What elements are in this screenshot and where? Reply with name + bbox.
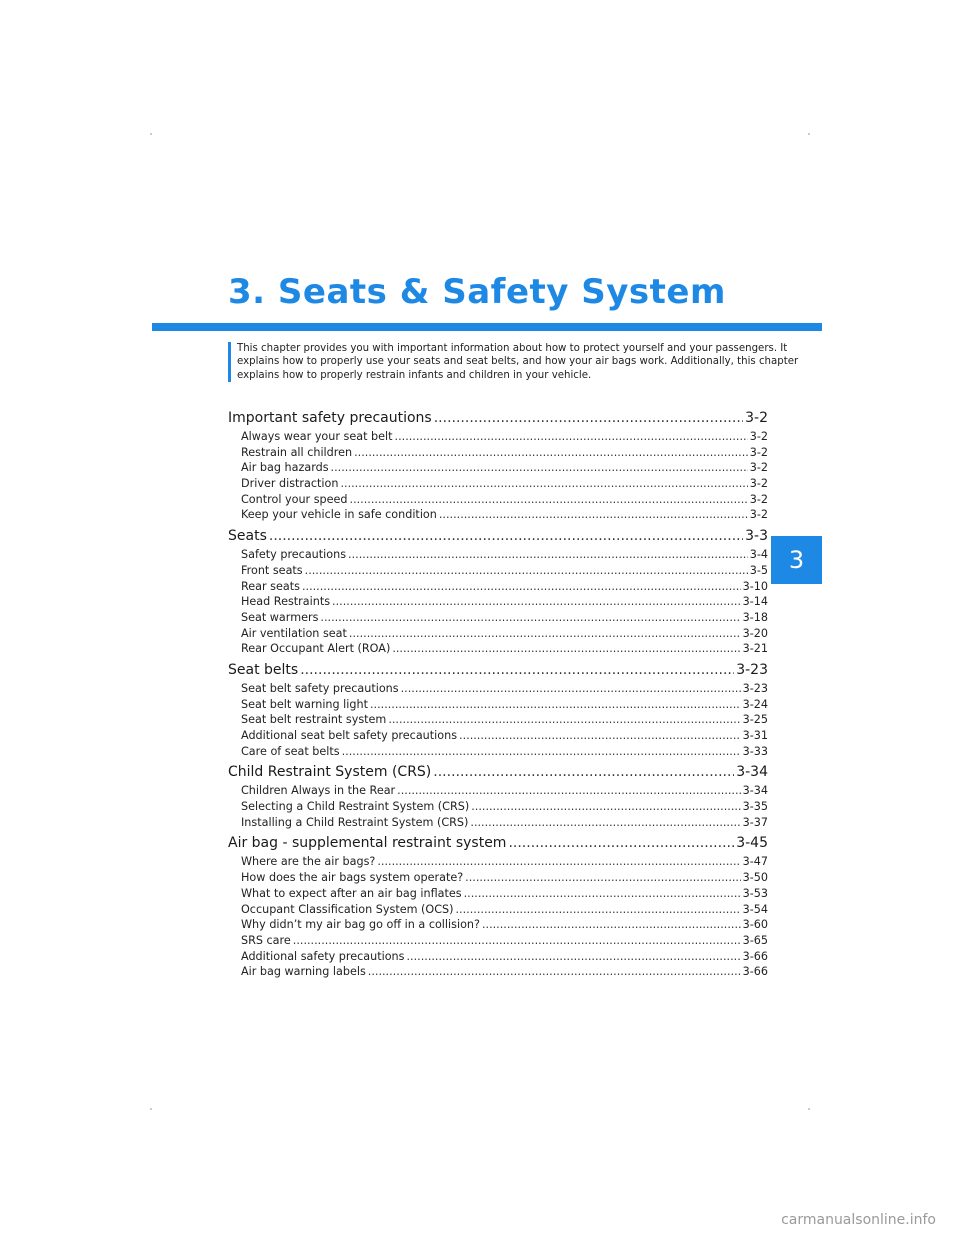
toc-entry-title: Where are the air bags? (241, 855, 376, 869)
toc-entry-sub[interactable] (228, 918, 768, 934)
toc-page-number: 3-18 (742, 610, 768, 624)
toc-section (228, 662, 768, 760)
leader-dots (388, 713, 740, 726)
leader-dots (300, 662, 734, 678)
toc-entry-title: Why didn’t my air bag go off in a collision? (241, 918, 480, 932)
leader-dots (406, 950, 740, 963)
toc-entry-sub[interactable] (228, 477, 768, 493)
toc-page-number: 3-24 (742, 697, 768, 711)
toc-entry-main[interactable] (228, 764, 768, 784)
toc-entry-sub[interactable] (228, 564, 768, 580)
page-title: 3. Seats & Safety System (228, 272, 726, 312)
toc-entry-sub[interactable] (228, 816, 768, 832)
toc-page-number: 3-10 (742, 579, 768, 593)
leader-dots (392, 642, 740, 655)
toc-page-number: 3-47 (742, 855, 768, 869)
toc-page-number: 3-2 (749, 445, 768, 459)
leader-dots (470, 816, 740, 829)
toc-entry-sub[interactable] (228, 713, 768, 729)
toc-entry-title: Seat warmers (241, 610, 319, 624)
toc-section (228, 528, 768, 658)
toc-entry-title: Head Restraints (241, 595, 331, 609)
leader-dots (331, 461, 748, 474)
crop-mark (150, 1108, 152, 1110)
crop-mark (150, 133, 152, 135)
leader-dots (342, 745, 741, 758)
toc-page-number: 3-23 (736, 661, 768, 678)
toc-entry-title: Always wear your seat belt (241, 430, 393, 443)
toc-entry-title: How does the air bags system operate? (241, 871, 464, 885)
toc-page-number: 3-20 (742, 626, 768, 640)
toc-section (228, 835, 768, 981)
leader-dots (320, 611, 740, 624)
toc-page-number: 3-34 (736, 764, 768, 781)
toc-page-number: 3-66 (742, 965, 768, 979)
leader-dots (434, 410, 743, 426)
toc-entry-sub[interactable] (228, 580, 768, 596)
leader-dots (340, 477, 747, 490)
crop-mark (808, 133, 810, 135)
toc-page-number: 3-54 (742, 902, 768, 916)
toc-section (228, 764, 768, 831)
toc-page-number: 3-31 (742, 729, 768, 742)
toc-entry-title: Air bag - supplemental restraint system (228, 835, 507, 852)
toc-entry-main[interactable] (228, 410, 768, 430)
toc-entry-sub[interactable] (228, 871, 768, 887)
toc-entry-main[interactable] (228, 835, 768, 855)
toc-page-number: 3-37 (742, 815, 768, 829)
toc-section (228, 410, 768, 524)
toc-entry-title: Seat belt restraint system (241, 713, 387, 727)
leader-dots (433, 764, 734, 780)
toc-entry-sub[interactable] (228, 595, 768, 611)
toc-entry-title: Occupant Classification System (OCS) (241, 902, 454, 916)
toc-entry-title: Care of seat belts (241, 744, 340, 758)
toc-entry-title: Rear Occupant Alert (ROA) (241, 642, 391, 656)
toc-entry-title: Restrain all children (241, 445, 353, 459)
leader-dots (269, 528, 743, 544)
chapter-tab: 3 (771, 536, 822, 584)
toc-entry-title: Child Restraint System (CRS) (228, 764, 432, 781)
crop-mark (808, 1108, 810, 1110)
toc-entry-sub[interactable] (228, 642, 768, 658)
toc-entry-title: What to expect after an air bag inflates (241, 886, 462, 900)
chapter-intro: This chapter provides you with important information about how to protect yourself and your passengers. It explains how to properly use your seats and seat belts, and how your air bags work. Additionally, this chapter explains how to properly restrain infants and children in your vehicle. (228, 342, 807, 382)
toc-entry-sub[interactable] (228, 493, 768, 509)
toc-entry-sub[interactable] (228, 855, 768, 871)
leader-dots (465, 871, 740, 884)
title-accent-bar (152, 323, 822, 331)
toc-entry-title: Keep your vehicle in safe condition (241, 508, 437, 522)
toc-entry-title: Rear seats (241, 579, 300, 593)
toc-page-number: 3-60 (742, 918, 768, 932)
toc-entry-sub[interactable] (228, 950, 768, 966)
leader-dots (349, 627, 741, 640)
toc-entry-sub[interactable] (228, 887, 768, 903)
toc-entry-sub[interactable] (228, 784, 768, 800)
leader-dots (482, 918, 741, 931)
toc-entry-title: Control your speed (241, 492, 348, 506)
toc-page-number: 3-34 (742, 784, 768, 798)
leader-dots (395, 430, 748, 443)
toc-page-number: 3-2 (749, 461, 768, 475)
toc-entry-sub[interactable] (228, 548, 768, 564)
toc-page-number: 3-2 (749, 430, 768, 443)
leader-dots (332, 595, 741, 608)
toc-entry-sub[interactable] (228, 430, 768, 446)
toc-entry-title: Selecting a Child Restraint System (CRS) (241, 800, 470, 814)
leader-dots (456, 903, 741, 916)
leader-dots (293, 934, 741, 947)
toc-entry-title: Air bag warning labels (241, 965, 366, 979)
toc-page-number: 3-2 (749, 492, 768, 506)
toc-entry-sub[interactable] (228, 446, 768, 462)
toc-entry-sub[interactable] (228, 745, 768, 761)
leader-dots (305, 564, 748, 577)
toc-entry-main[interactable] (228, 528, 768, 548)
toc-page-number: 3-33 (742, 744, 768, 758)
leader-dots (354, 446, 748, 459)
toc-page-number: 3-5 (749, 563, 768, 577)
toc-entry-sub[interactable] (228, 508, 768, 524)
toc-entry-title: Children Always in the Rear (241, 784, 396, 798)
toc-entry-title: Additional safety precautions (241, 949, 405, 963)
toc-entry-title: Air ventilation seat (241, 626, 347, 640)
toc-entry-title: Seat belt safety precautions (241, 681, 399, 695)
leader-dots (464, 887, 741, 900)
toc-entry-title: Safety precautions (241, 548, 347, 562)
toc-entry-title: Driver distraction (241, 477, 339, 491)
leader-dots (459, 729, 741, 742)
leader-dots (508, 835, 734, 851)
toc-page-number: 3-23 (742, 681, 768, 695)
toc-page-number: 3-21 (742, 642, 768, 656)
leader-dots (397, 784, 740, 797)
toc-page-number: 3-2 (749, 508, 768, 522)
toc-entry-title: Front seats (241, 563, 303, 577)
toc-entry-title: Seat belt warning light (241, 697, 368, 711)
toc-entry-main[interactable] (228, 662, 768, 682)
toc-entry-sub[interactable] (228, 682, 768, 698)
toc-entry-title: Installing a Child Restraint System (CRS) (241, 815, 469, 829)
toc-page-number: 3-53 (742, 886, 768, 900)
leader-dots (302, 580, 741, 593)
toc-entry-sub[interactable] (228, 903, 768, 919)
leader-dots (348, 548, 748, 561)
watermark: carmanualsonline.info (781, 1212, 936, 1228)
toc-page-number: 3-65 (742, 933, 768, 947)
toc-page-number: 3-45 (736, 835, 768, 852)
toc-entry-title: Seats (228, 528, 267, 545)
toc-entry-title: Seat belts (228, 661, 299, 678)
leader-dots (368, 965, 741, 978)
leader-dots (377, 855, 740, 868)
leader-dots (439, 508, 748, 521)
toc-page-number: 3-50 (742, 871, 768, 885)
toc-entry-sub[interactable] (228, 461, 768, 477)
table-of-contents (228, 410, 768, 985)
toc-page-number: 3-66 (742, 949, 768, 963)
toc-entry-sub[interactable] (228, 698, 768, 714)
toc-page-number: 3-2 (745, 410, 768, 426)
toc-entry-title: Important safety precautions (228, 410, 432, 426)
leader-dots (350, 493, 748, 506)
toc-entry-title: Air bag hazards (241, 461, 329, 475)
toc-entry-sub[interactable] (228, 965, 768, 981)
toc-page-number: 3-3 (745, 528, 768, 545)
leader-dots (370, 698, 741, 711)
toc-page-number: 3-35 (742, 800, 768, 814)
toc-entry-sub[interactable] (228, 800, 768, 816)
leader-dots (471, 800, 740, 813)
toc-entry-sub[interactable] (228, 729, 768, 745)
toc-entry-title: Additional seat belt safety precautions (241, 729, 458, 742)
toc-page-number: 3-4 (749, 548, 768, 562)
toc-page-number: 3-2 (749, 477, 768, 491)
toc-entry-title: SRS care (241, 933, 291, 947)
toc-page-number: 3-25 (742, 713, 768, 727)
toc-page-number: 3-14 (742, 595, 768, 609)
toc-entry-sub[interactable] (228, 627, 768, 643)
leader-dots (401, 682, 741, 695)
toc-entry-sub[interactable] (228, 611, 768, 627)
toc-entry-sub[interactable] (228, 934, 768, 950)
